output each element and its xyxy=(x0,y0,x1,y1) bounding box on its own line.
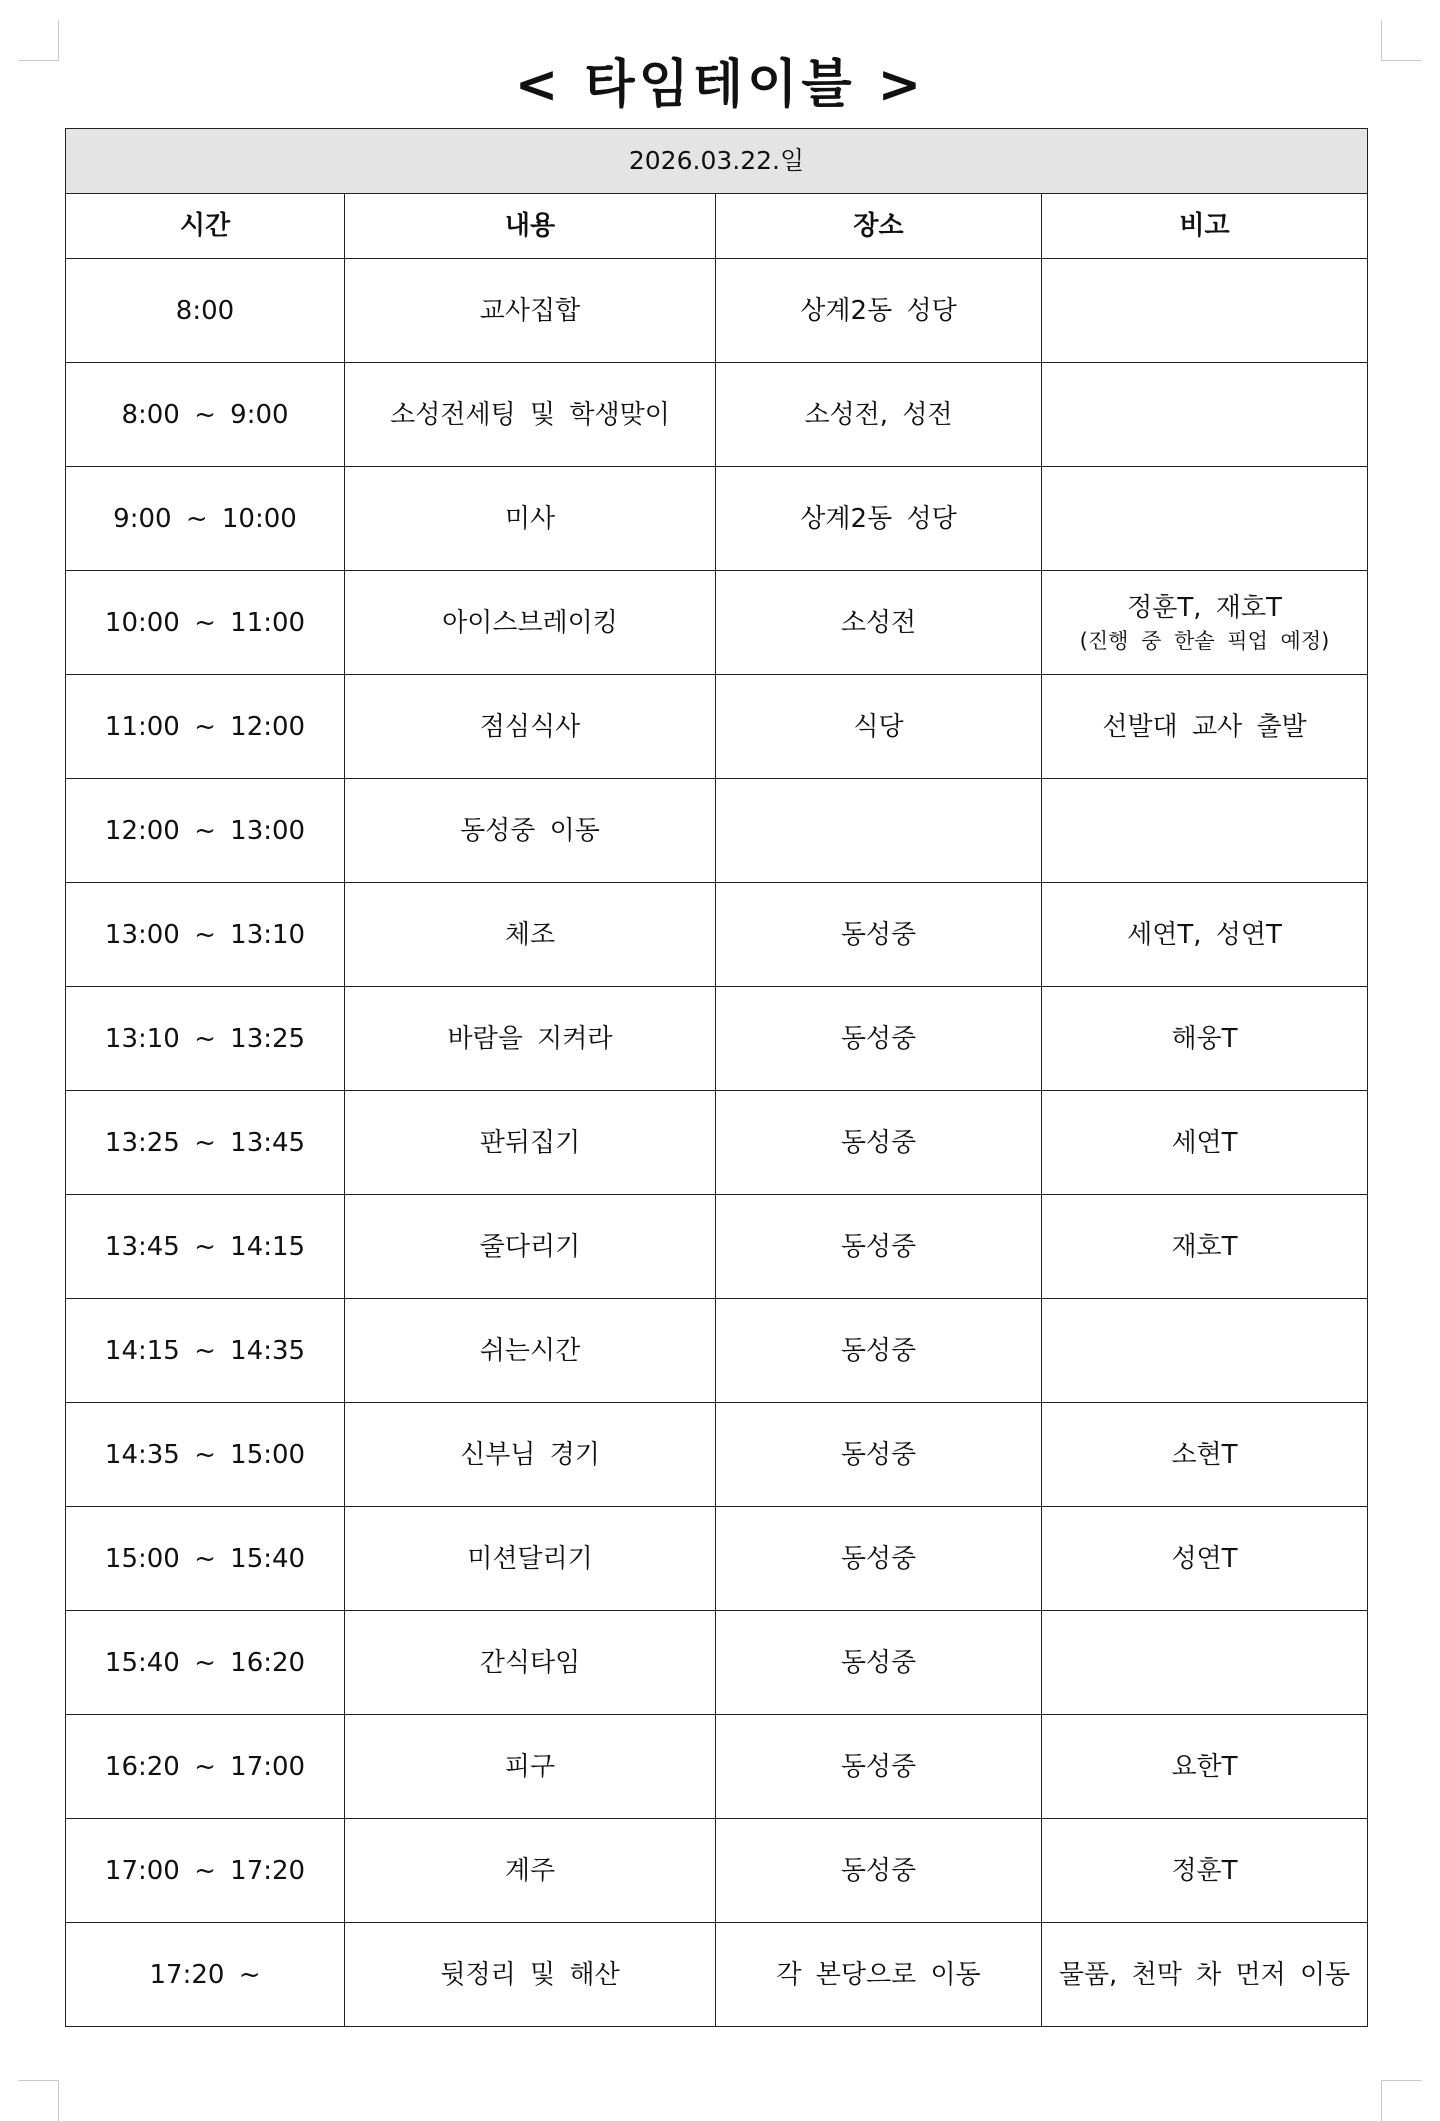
content-cell xyxy=(345,883,716,987)
note-cell xyxy=(1042,1507,1368,1611)
table-row xyxy=(66,1091,1368,1195)
time-cell-text: 14:35 ~ 15:00 xyxy=(104,1439,306,1470)
date-row xyxy=(66,129,1368,194)
place-cell-text: 상계2동 성당 xyxy=(800,503,957,534)
time-cell xyxy=(66,779,345,883)
note-cell xyxy=(1042,987,1368,1091)
time-cell xyxy=(66,987,345,1091)
note-cell-text: 선발대 교사 출발 xyxy=(1102,711,1307,742)
table-row xyxy=(66,883,1368,987)
time-cell-text: 15:40 ~ 16:20 xyxy=(104,1647,306,1678)
column-header-content: 내용 xyxy=(345,194,716,259)
note-cell-text: 해웅T xyxy=(1171,1023,1238,1054)
table-row xyxy=(66,987,1368,1091)
note-cell xyxy=(1042,1299,1368,1403)
time-cell xyxy=(66,1091,345,1195)
place-cell xyxy=(716,1507,1042,1611)
content-cell-text: 미사 xyxy=(504,503,556,534)
content-cell xyxy=(345,1923,716,2027)
place-cell xyxy=(716,1091,1042,1195)
table-row xyxy=(66,571,1368,675)
note-cell xyxy=(1042,779,1368,883)
date-cell: 2026.03.22.일 xyxy=(66,129,1368,194)
content-cell-text: 아이스브레이킹 xyxy=(442,607,618,638)
place-cell-text: 동성중 xyxy=(840,919,917,950)
time-cell xyxy=(66,1611,345,1715)
content-cell-text: 계주 xyxy=(504,1855,556,1886)
note-cell xyxy=(1042,675,1368,779)
time-cell xyxy=(66,1507,345,1611)
content-cell xyxy=(345,779,716,883)
content-cell xyxy=(345,1091,716,1195)
note-subtext: (진행 중 한솥 픽업 예정) xyxy=(1079,628,1330,653)
table-row xyxy=(66,1819,1368,1923)
table-row xyxy=(66,779,1368,883)
note-cell xyxy=(1042,571,1368,675)
content-cell xyxy=(345,1715,716,1819)
content-cell xyxy=(345,571,716,675)
note-cell xyxy=(1042,883,1368,987)
content-cell xyxy=(345,363,716,467)
time-cell-text: 13:00 ~ 13:10 xyxy=(104,919,306,950)
content-cell xyxy=(345,1819,716,1923)
page-title: < 타임테이블 > xyxy=(514,55,926,115)
time-cell-text: 10:00 ~ 11:00 xyxy=(104,607,306,638)
content-cell-text: 쉬는시간 xyxy=(479,1335,581,1366)
place-cell-text: 상계2동 성당 xyxy=(800,295,957,326)
place-cell-text: 동성중 xyxy=(840,1647,917,1678)
content-cell xyxy=(345,1195,716,1299)
place-cell xyxy=(716,779,1042,883)
place-cell xyxy=(716,1195,1042,1299)
time-cell-text: 13:45 ~ 14:15 xyxy=(104,1231,306,1262)
table-row xyxy=(66,1195,1368,1299)
content-cell xyxy=(345,467,716,571)
content-cell-text: 피구 xyxy=(504,1751,556,1782)
note-cell-text: 물품, 천막 차 먼저 이동 xyxy=(1058,1959,1351,1990)
time-cell-text: 13:25 ~ 13:45 xyxy=(104,1127,306,1158)
header-row xyxy=(66,194,1368,259)
time-cell-text: 16:20 ~ 17:00 xyxy=(104,1751,306,1782)
table-row xyxy=(66,1611,1368,1715)
time-cell xyxy=(66,363,345,467)
place-cell-text: 동성중 xyxy=(840,1751,917,1782)
time-cell xyxy=(66,1195,345,1299)
time-cell-text: 14:15 ~ 14:35 xyxy=(104,1335,306,1366)
place-cell-text: 동성중 xyxy=(840,1335,917,1366)
note-cell xyxy=(1042,1715,1368,1819)
place-cell xyxy=(716,571,1042,675)
place-cell xyxy=(716,1403,1042,1507)
content-cell-text: 미션달리기 xyxy=(467,1543,593,1574)
content-cell xyxy=(345,1403,716,1507)
time-cell xyxy=(66,571,345,675)
time-cell xyxy=(66,675,345,779)
column-header-time: 시간 xyxy=(66,194,345,259)
content-cell xyxy=(345,987,716,1091)
place-cell-text: 소성전 xyxy=(840,607,917,638)
time-cell-text: 8:00 xyxy=(175,295,235,326)
place-cell-text: 각 본당으로 이동 xyxy=(776,1959,981,1990)
content-cell xyxy=(345,675,716,779)
place-cell-text: 소성전, 성전 xyxy=(804,399,953,430)
time-cell-text: 13:10 ~ 13:25 xyxy=(104,1023,306,1054)
time-cell xyxy=(66,1299,345,1403)
place-cell xyxy=(716,1715,1042,1819)
content-cell-text: 체조 xyxy=(504,919,556,950)
place-cell-text: 동성중 xyxy=(840,1023,917,1054)
time-cell-text: 17:20 ~ xyxy=(149,1959,261,1990)
place-cell xyxy=(716,259,1042,363)
note-cell-text: 세연T, 성연T xyxy=(1127,919,1282,950)
time-cell xyxy=(66,1819,345,1923)
column-header-note: 비고 xyxy=(1042,194,1368,259)
place-cell xyxy=(716,1923,1042,2027)
time-cell xyxy=(66,1403,345,1507)
table-row xyxy=(66,467,1368,571)
content-cell-text: 판뒤집기 xyxy=(479,1127,581,1158)
time-cell xyxy=(66,1715,345,1819)
place-cell xyxy=(716,1611,1042,1715)
content-cell xyxy=(345,1611,716,1715)
place-cell-text: 식당 xyxy=(853,711,904,742)
time-cell-text: 11:00 ~ 12:00 xyxy=(104,711,306,742)
place-cell-text: 동성중 xyxy=(840,1543,917,1574)
note-cell-text: 성연T xyxy=(1171,1543,1238,1574)
note-cell xyxy=(1042,1819,1368,1923)
table-row xyxy=(66,1715,1368,1819)
note-cell xyxy=(1042,1091,1368,1195)
column-header-place: 장소 xyxy=(716,194,1042,259)
place-cell xyxy=(716,675,1042,779)
content-cell-text: 줄다리기 xyxy=(479,1231,581,1262)
note-cell xyxy=(1042,1195,1368,1299)
time-cell-text: 9:00 ~ 10:00 xyxy=(113,503,297,534)
table-row xyxy=(66,363,1368,467)
content-cell xyxy=(345,1507,716,1611)
content-cell-text: 간식타임 xyxy=(479,1647,581,1678)
time-cell xyxy=(66,259,345,363)
content-cell-text: 바람을 지켜라 xyxy=(447,1023,613,1054)
table-row xyxy=(66,1507,1368,1611)
place-cell xyxy=(716,1299,1042,1403)
time-cell-text: 17:00 ~ 17:20 xyxy=(104,1855,306,1886)
note-cell-text: 재호T xyxy=(1171,1231,1238,1262)
note-cell-text: 세연T xyxy=(1171,1127,1238,1158)
content-cell-text: 교사집합 xyxy=(479,295,581,326)
table-row xyxy=(66,259,1368,363)
table-row xyxy=(66,675,1368,779)
place-cell xyxy=(716,1819,1042,1923)
note-cell xyxy=(1042,259,1368,363)
timetable-body xyxy=(66,129,1368,2027)
content-cell xyxy=(345,259,716,363)
time-cell xyxy=(66,1923,345,2027)
time-cell xyxy=(66,467,345,571)
table-row xyxy=(66,1923,1368,2027)
place-cell-text: 동성중 xyxy=(840,1231,917,1262)
content-cell xyxy=(345,1299,716,1403)
table-row xyxy=(66,1299,1368,1403)
time-cell-text: 8:00 ~ 9:00 xyxy=(121,399,289,430)
content-cell-text: 뒷정리 및 해산 xyxy=(440,1959,620,1990)
place-cell xyxy=(716,467,1042,571)
note-cell xyxy=(1042,1611,1368,1715)
note-cell-text: 정훈T xyxy=(1171,1855,1238,1886)
content-cell-text: 소성전세팅 및 학생맞이 xyxy=(390,399,670,430)
time-cell-text: 15:00 ~ 15:40 xyxy=(104,1543,306,1574)
place-cell-text: 동성중 xyxy=(840,1439,917,1470)
time-cell xyxy=(66,883,345,987)
note-cell-text: 소현T xyxy=(1171,1439,1238,1470)
content-cell-text: 점심식사 xyxy=(479,711,581,742)
table-row xyxy=(66,1403,1368,1507)
note-cell xyxy=(1042,467,1368,571)
content-cell-text: 동성중 이동 xyxy=(460,815,600,846)
note-cell xyxy=(1042,1403,1368,1507)
time-cell-text: 12:00 ~ 13:00 xyxy=(104,815,306,846)
timetable xyxy=(65,128,1368,2027)
place-cell xyxy=(716,987,1042,1091)
content-cell-text: 신부님 경기 xyxy=(460,1439,600,1470)
place-cell xyxy=(716,883,1042,987)
note-cell xyxy=(1042,1923,1368,2027)
place-cell-text: 동성중 xyxy=(840,1855,917,1886)
note-cell-text: 정훈T, 재호T xyxy=(1127,592,1282,623)
note-cell xyxy=(1042,363,1368,467)
place-cell-text: 동성중 xyxy=(840,1127,917,1158)
place-cell xyxy=(716,363,1042,467)
note-cell-text: 요한T xyxy=(1171,1751,1238,1782)
